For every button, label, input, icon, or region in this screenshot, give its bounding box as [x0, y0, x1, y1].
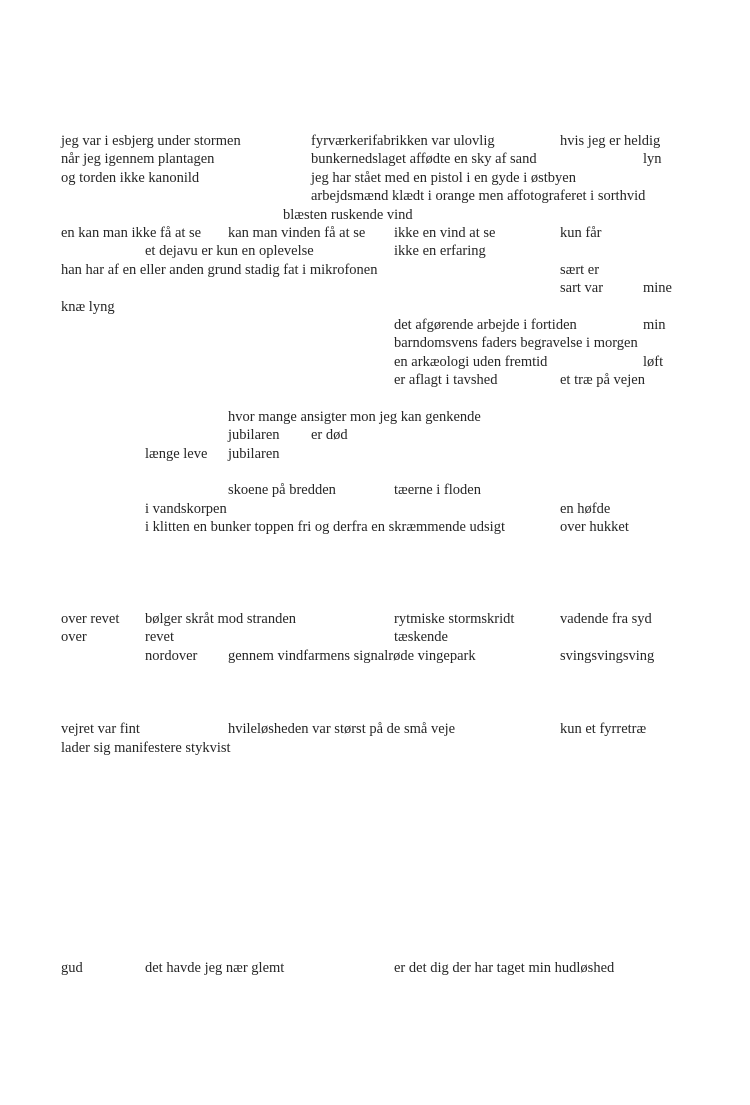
poem-line: jeg har stået med en pistol i en gyde i østbyen	[311, 170, 576, 186]
poem-line: bunkernedslaget affødte en sky af sand	[311, 151, 537, 167]
poem-line: han har af en eller anden grund stadig fat i mikrofonen	[61, 262, 378, 278]
poem-line: en høfde	[560, 501, 611, 517]
poem-line: over	[61, 629, 87, 645]
poem-line: bølger skråt mod stranden	[145, 611, 297, 627]
poem-line: lader sig manifestere stykvist	[61, 740, 231, 756]
poem-line: længe leve	[145, 446, 208, 462]
poem-line: en kan man ikke få at se	[61, 225, 202, 241]
poem-line: rytmiske stormskridt	[394, 611, 515, 627]
poem-line: jubilaren	[228, 427, 280, 443]
poem-line: et dejavu er kun en oplevelse	[145, 243, 314, 259]
poem-line: barndomsvens faders begravelse i morgen	[394, 335, 638, 351]
poem-line: kun får	[560, 225, 602, 241]
poem-line: arbejdsmænd klædt i orange men affotograferet i sorthvid	[311, 188, 646, 204]
poem-line: svingsvingsving	[560, 648, 655, 664]
poem-line: jeg var i esbjerg under stormen	[61, 133, 241, 149]
poem-line: fyrværkerifabrikken var ulovlig	[311, 133, 495, 149]
poem-line: ikke en erfaring	[394, 243, 486, 259]
poem-line: gud	[61, 960, 83, 976]
poem-line: gennem vindfarmens signalrøde vingepark	[228, 648, 476, 664]
poem-line: sært er	[560, 262, 600, 278]
poem-line: i vandskorpen	[145, 501, 227, 517]
poem-line: ikke en vind at se	[394, 225, 496, 241]
poem-line: lyn	[643, 151, 662, 167]
poem-line: hvis jeg er heldig	[560, 133, 661, 149]
poem-line: vadende fra syd	[560, 611, 652, 627]
poem-line: hvor mange ansigter mon jeg kan genkende	[228, 409, 481, 425]
poem-line: revet	[145, 629, 174, 645]
poem-line: hvileløsheden var størst på de små veje	[228, 721, 456, 737]
poem-line: tæskende	[394, 629, 448, 645]
poem-line: blæsten ruskende vind	[283, 207, 413, 223]
poem-line: løft	[643, 354, 664, 370]
poem-line: kun et fyrretræ	[560, 721, 647, 737]
poem-line: det havde jeg nær glemt	[145, 960, 285, 976]
poem-line: det afgørende arbejde i fortiden	[394, 317, 577, 333]
poem-line: er aflagt i tavshed	[394, 372, 498, 388]
poem-line: nordover	[145, 648, 198, 664]
poem-line: mine	[643, 280, 672, 296]
poem-line: over hukket	[560, 519, 629, 535]
poem-line: i klitten en bunker toppen fri og derfra en skræmmende udsigt	[145, 519, 505, 535]
poem-line: er død	[311, 427, 348, 443]
poem-line: jubilaren	[228, 446, 280, 462]
poem-line: over revet	[61, 611, 120, 627]
poem-line: min	[643, 317, 666, 333]
poem-line: kan man vinden få at se	[228, 225, 366, 241]
poem-line: er det dig der har taget min hudløshed	[394, 960, 615, 976]
poem-line: og torden ikke kanonild	[61, 170, 200, 186]
poem-line: sart var	[560, 280, 604, 296]
poem-line: vejret var fint	[61, 721, 140, 737]
poem-line: en arkæologi uden fremtid	[394, 354, 548, 370]
poem-line: et træ på vejen	[560, 372, 645, 388]
poem-line: knæ lyng	[61, 299, 115, 315]
poem-line: tæerne i floden	[394, 482, 481, 498]
poem-line: når jeg igennem plantagen	[61, 151, 215, 167]
poem-line: skoene på bredden	[228, 482, 336, 498]
